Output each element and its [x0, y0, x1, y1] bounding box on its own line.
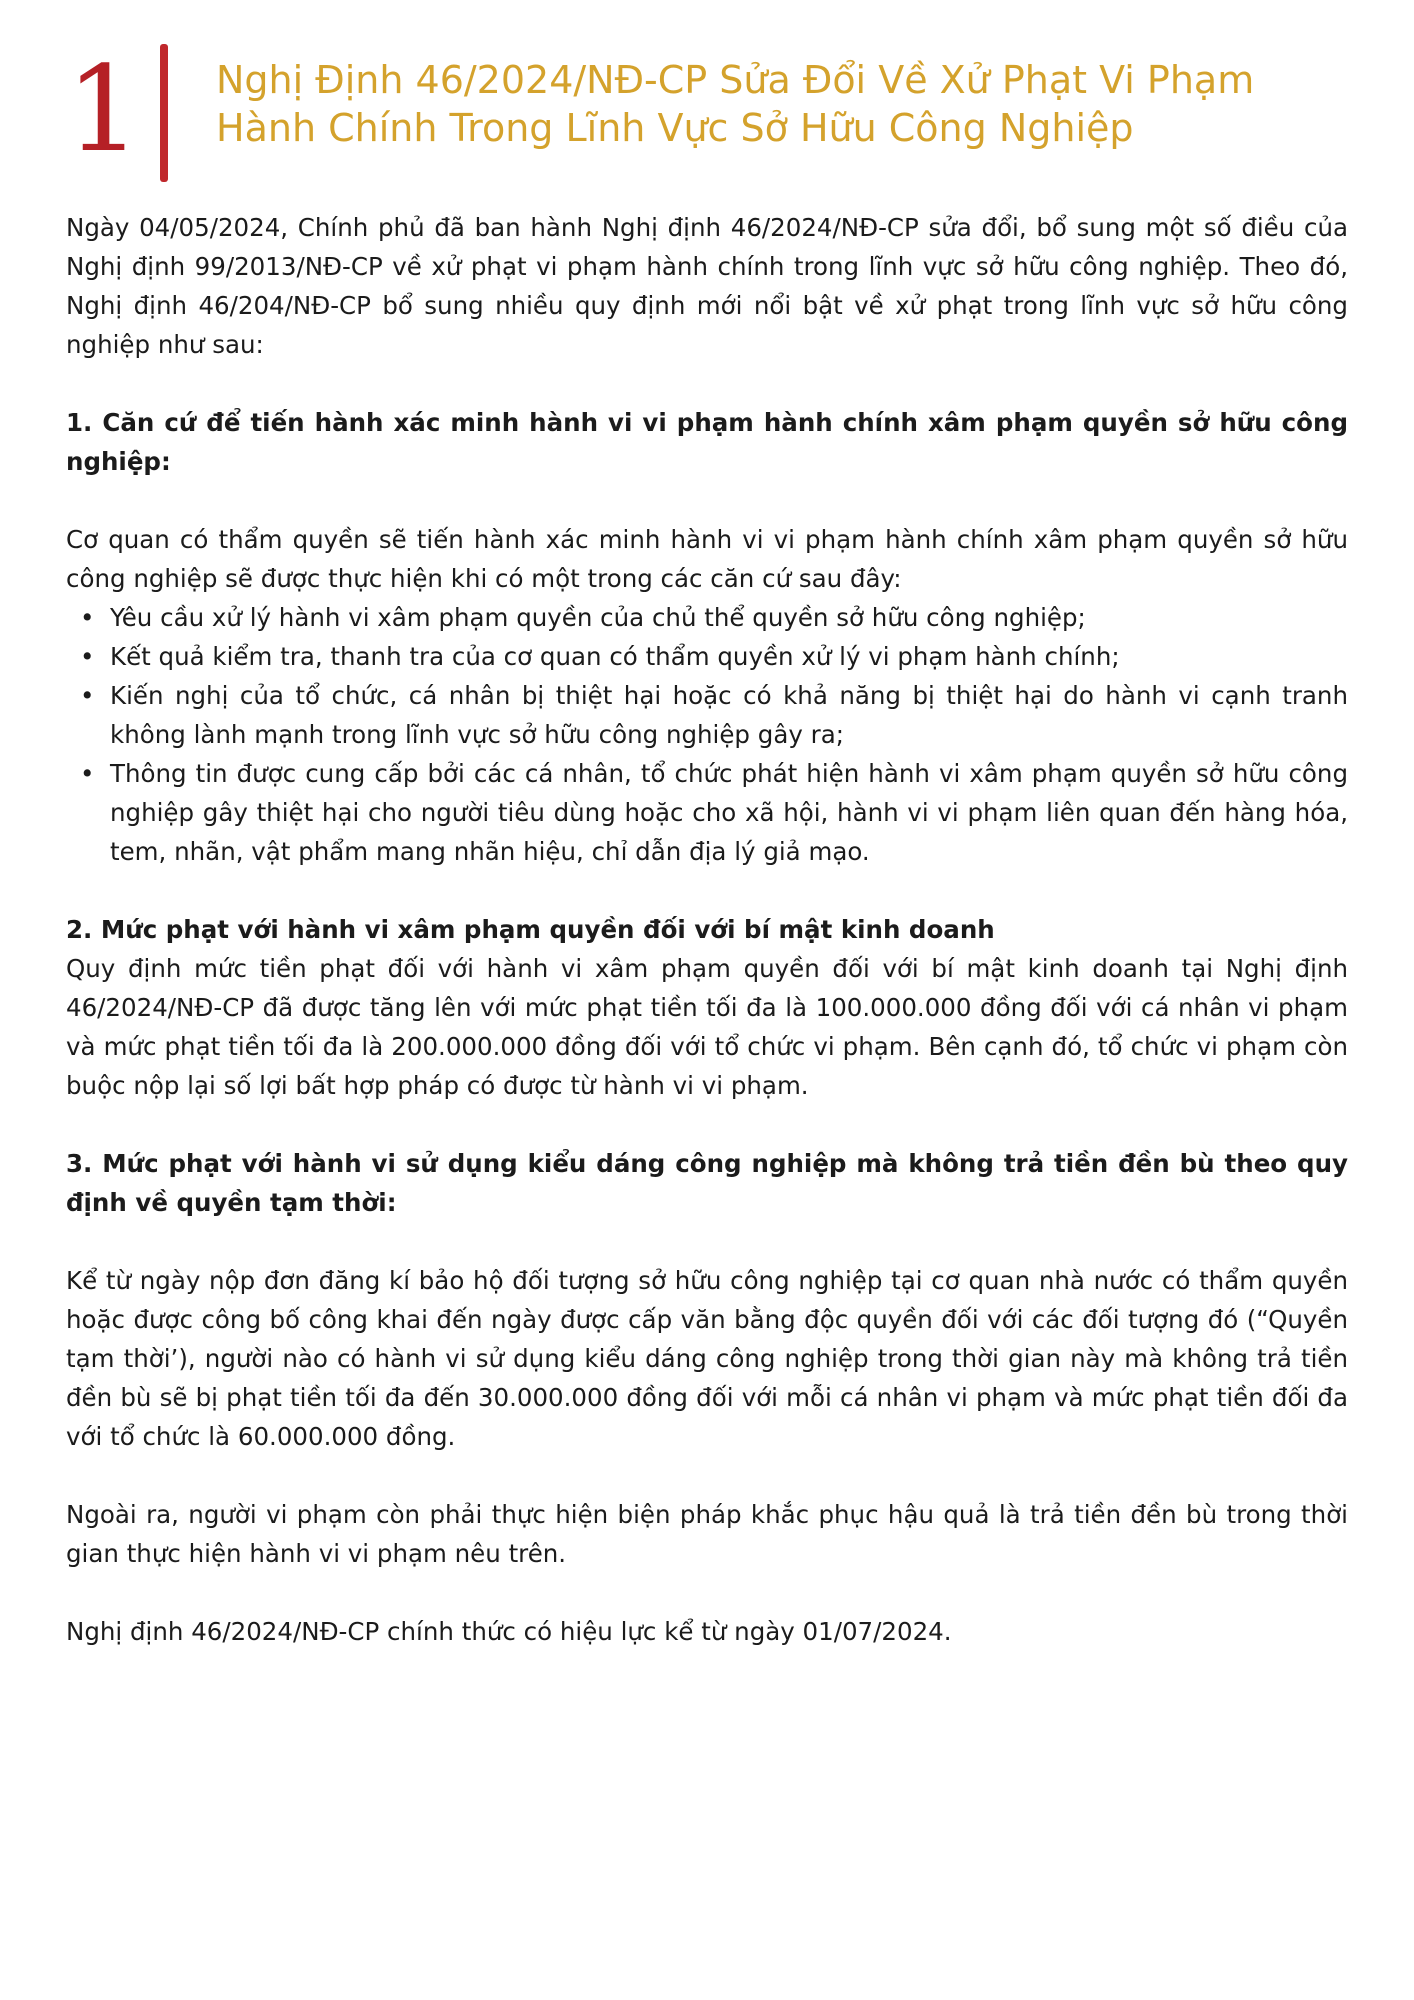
section-1-lead: Cơ quan có thẩm quyền sẽ tiến hành xác minh hành vi vi phạm hành chính xâm phạm quyền sở hữu công nghiệp sẽ được thực hiện khi có một trong các căn cứ sau đây:	[66, 525, 1348, 593]
spacer	[66, 364, 1348, 403]
list-item	[80, 598, 1348, 637]
list-item-text: Yêu cầu xử lý hành vi xâm phạm quyền của chủ thể quyền sở hữu công nghiệp;	[110, 603, 1086, 632]
title-line-2: Hành Chính Trong Lĩnh Vực Sở Hữu Công Nghiệp	[216, 106, 1134, 150]
section-header	[60, 40, 1360, 190]
page-title	[216, 56, 1356, 152]
spacer	[66, 1222, 1348, 1261]
article-body	[66, 208, 1348, 1651]
list-item	[80, 754, 1348, 871]
section-number: 1	[66, 40, 142, 178]
section-2-body: Quy định mức tiền phạt đối với hành vi xâm phạm quyền đối với bí mật kinh doanh tại Nghị định 46/2024/NĐ-CP đã được tăng lên với mức phạt tiền tối đa là 100.000.000 đồng đối với cá nhân vi phạm và mức phạt tiền tối đa là 200.000.000 đồng đối với tổ chức vi phạm. Bên cạnh đó, tổ chức vi phạm còn buộc nộp lại số lợi bất hợp pháp có được từ hành vi vi phạm.	[66, 954, 1348, 1100]
section-3-body-1: Kể từ ngày nộp đơn đăng kí bảo hộ đối tượng sở hữu công nghiệp tại cơ quan nhà nước có thẩm quyền hoặc được công bố công khai đến ngày được cấp văn bằng độc quyền đối với các đối tượng đó (“Quyền tạm thời’), người nào có hành vi sử dụng kiểu dáng công nghiệp trong thời gian này mà không trả tiền đền bù sẽ bị phạt tiền tối đa đến 30.000.000 đồng đối với mỗi cá nhân vi phạm và mức phạt tiền đối đa với tổ chức là 60.000.000 đồng.	[66, 1266, 1348, 1451]
spacer	[66, 1105, 1348, 1144]
closing-paragraph: Nghị định 46/2024/NĐ-CP chính thức có hiệu lực kể từ ngày 01/07/2024.	[66, 1617, 952, 1646]
list-item-text: Kiến nghị của tổ chức, cá nhân bị thiệt hại hoặc có khả năng bị thiệt hại do hành vi cạnh tranh không lành mạnh trong lĩnh vực sở hữu công nghiệp gây ra;	[110, 681, 1348, 749]
section-1-heading: 1. Căn cứ để tiến hành xác minh hành vi vi phạm hành chính xâm phạm quyền sở hữu công nghiệp:	[66, 408, 1348, 476]
spacer	[66, 871, 1348, 910]
list-item-text: Kết quả kiểm tra, thanh tra của cơ quan có thẩm quyền xử lý vi phạm hành chính;	[110, 642, 1120, 671]
bullet-icon: •	[80, 642, 95, 671]
list-item	[80, 637, 1348, 676]
bullet-icon: •	[80, 759, 95, 788]
list-item	[80, 676, 1348, 754]
spacer	[66, 1573, 1348, 1612]
spacer	[66, 481, 1348, 520]
header-divider	[160, 44, 168, 182]
intro-paragraph: Ngày 04/05/2024, Chính phủ đã ban hành Nghị định 46/2024/NĐ-CP sửa đổi, bổ sung một số điều của Nghị định 99/2013/NĐ-CP về xử phạt vi phạm hành chính trong lĩnh vực sở hữu công nghiệp. Theo đó, Nghị định 46/204/NĐ-CP bổ sung nhiều quy định mới nổi bật về xử phạt trong lĩnh vực sở hữu công nghiệp như sau:	[66, 213, 1348, 359]
bullet-icon: •	[80, 681, 95, 710]
section-3-heading: 3. Mức phạt với hành vi sử dụng kiểu dáng công nghiệp mà không trả tiền đền bù theo quy định về quyền tạm thời:	[66, 1149, 1348, 1217]
section-3-body-2: Ngoài ra, người vi phạm còn phải thực hiện biện pháp khắc phục hậu quả là trả tiền đền bù trong thời gian thực hiện hành vi vi phạm nêu trên.	[66, 1500, 1348, 1568]
bullet-icon: •	[80, 603, 95, 632]
spacer	[66, 1456, 1348, 1495]
list-item-text: Thông tin được cung cấp bởi các cá nhân, tổ chức phát hiện hành vi xâm phạm quyền sở hữu công nghiệp gây thiệt hại cho người tiêu dùng hoặc cho xã hội, hành vi vi phạm liên quan đến hàng hóa, tem, nhãn, vật phẩm mang nhãn hiệu, chỉ dẫn địa lý giả mạo.	[110, 759, 1348, 866]
title-line-1: Nghị Định 46/2024/NĐ-CP Sửa Đổi Về Xử Phạt Vi Phạm	[216, 58, 1255, 102]
section-1-list	[66, 598, 1348, 871]
section-2-heading: 2. Mức phạt với hành vi xâm phạm quyền đối với bí mật kinh doanh	[66, 915, 995, 944]
